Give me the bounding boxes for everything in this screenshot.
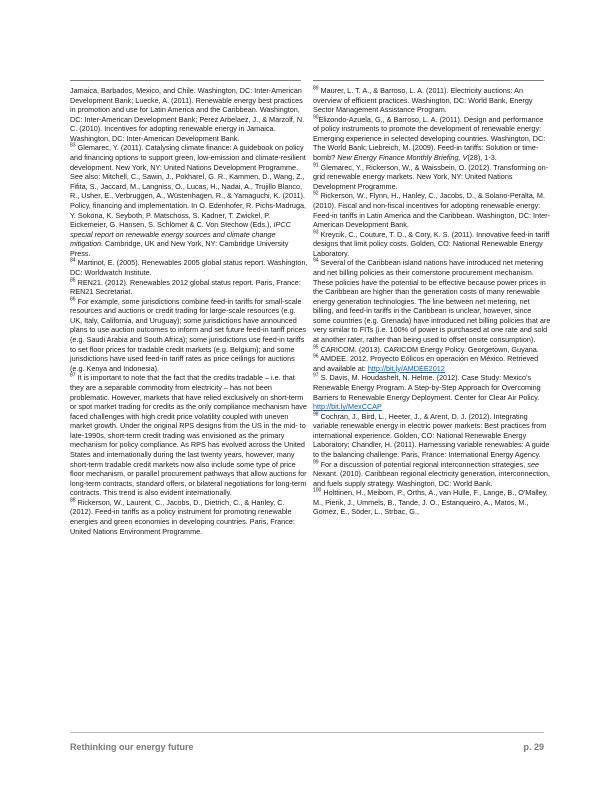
footnote-88: $^{88}$ Rickerson, W., Laurent, C., Jacobs, D., Dietrich, C., & Hanley, C. (2012). Feed-in tariffs as a policy instrument for promoting renewable energies and green economies in developing countries. Paris, France: United Nations Environment Programme. [70, 497, 295, 536]
mexccap-link[interactable]: http://bit.ly/MexCCAP [313, 402, 382, 412]
footnote-93: $^{93}$ Kreycik, C., Couture, T. D., & Cory, K. S. (2011). Innovative feed-in tariff designs that limit policy costs. Golden, CO: National Renewable Energy Laboratory. [313, 229, 550, 258]
footnote-84: $^{84}$ Martinot, E. (2005). Renewables 2005 global status report. Washington, DC: Worldwatch Institute. [70, 258, 308, 277]
footnote-98: $^{98}$ Cochran, J., Bird, L., Heeter, J., & Arent, D. J. (2012). Integrating variable renewable energy in electric power markets: Best practices from international experience. Golden, CO: National Renewable Energy Laboratory; Chandler, H. (2011). Harnessing variable renewables: A guide to the balancing challenge. Paris, France: International Energy Agency. [313, 411, 550, 459]
left-footnote-column [70, 86, 308, 536]
footnote-99: $^{99}$ For a discussion of potential regional interconnection strategies, see Nexant. (2010). Caribbean regional electricity generation, interconnection, and fuels supply strategy. Washington, DC: World Bank. [313, 459, 550, 488]
page-number: p. 29 [523, 742, 544, 752]
left-column-top-rule [70, 80, 301, 81]
amdee-link[interactable]: http://bit.ly/AMDEE2012 [367, 363, 445, 373]
footnote-94: $^{94}$ Several of the Caribbean island nations have introduced net metering and net billing policies as their cornerstone procurement mechanism. These policies have the potential to be effective because power prices in the Caribbean are higher than the generation costs of many renewable energy generation technologies. The line between net metering, net billing, and feed-in tariffs in the Caribbean is unclear, however, since some countries (e.g. Grenada) have introduced net billing policies that are very similar to FITs (i.e. 100% of power is purchased at one rate and sold at another rater, rather than being used to offset onsite consumption). [313, 258, 551, 345]
footnote-85: $^{85}$ REN21. (2012). Renewables 2012 global status report. Paris, France: REN21 Secretariat. [70, 277, 301, 297]
footnote-95: $^{95}$ CARICOM. (2013). CARICOM Energy Policy. Georgetown, Guyana. [313, 344, 539, 354]
footnote-83: $^{83}$ Glemarec, Y. (2011). Catalysing climate finance: A guidebook on policy and financing options to support green, low-emission and climate-resilient development. New York, NY: United Nations Development Programme. See also: Mitchell, C., Sawin, J., Pokharel, G. R., Kammen, D., Wang, Z., Fifita, S., Jaccard, M., Langniss, O., Lucas, H., Nadai, A., Trujillo Blanco, R., Usher, E., Verbruggen, A., Wüstenhagen, R., & Yamaguchi, K. (2011). Policy, financing and implementation. In O. Edenhofer, R. Pichs-Madruga, Y. Sokona, K. Seyboth, P. Matschoss, S. Kadner, T. Zwickel, P. Eickemeier, G. Hansen, S. Schlömer & C. Von Stechow (Eds.), IPCC special report on renewable energy sources and climate change mitigation. Cambridge, UK and New York, NY: Cambridge University Press. [70, 143, 307, 258]
footnote-92: $^{92}$ Rickerson, W., Flynn, H., Hanley, C., Jacobs, D., & Solano-Peralta, M. (2010). Fiscal and non-fiscal incentives for adopting renewable energy: Feed-in tariffs in Latin America and the Caribbean. Washington, DC: Inter-American Development Bank. [313, 190, 550, 230]
footer-title: Rethinking our energy future [70, 742, 194, 752]
right-footnote-column [313, 86, 551, 517]
footer-rule [70, 732, 544, 733]
footnote-continuation: Jamaica, Barbados, Mexico, and Chile. Washington, DC: Inter-American Development Bank; Luecke, A. (2011). Renewable energy best practices in promotion and use for Latin America and the Caribbean. Washington, DC: Inter-American Development Bank; Perez Arbelaez, J., & Marzolf, N. C. (2010). Incentives for adopting renewable energy in Jamaica. Washington, DC: Inter-American Development Bank. [70, 86, 305, 143]
footnote-100: $^{100}$ Holttinen, H., Meibom, P., Orths, A., van Hulle, F., Lange, B., O'Malley, M., Pierik, J., Ummels, B., Tande, J. O., Estanqueiro, A., Matos, M., Gomez, E., Söder, L., Strbac, G., [313, 487, 548, 517]
footnote-90: $^{90}$Elizondo-Azuela, G., & Barroso, L. A. (2011). Design and performance of policy instruments to promote the development of renewable energy: Emerging experience in selected developing countries. Washington, DC: The World Bank; Liebreich, M. (2009). Feed-in tariffs: Solution or time-bomb? New Energy Finance Monthly Briefing, V(28), 1-3. [313, 114, 546, 163]
footnote-91: $^{91}$ Glemarec, Y., Rickerson, W., & Waissbein, O. (2012). Transforming on-grid renewable energy markets. New York, NY: United Nations Development Programme. [313, 162, 549, 191]
footnote-96: $^{96}$ AMDEE. 2012. Proyecto Eólicos en operación en México. Retrieved and available at: http://bit.ly/AMDEE2012 [313, 353, 539, 373]
footnote-86: $^{86}$ For example, some jurisdictions combine feed-in tariffs for small-scale resources and auctions or credit trading for large-scale resources (e.g. UK, Italy, California, and Uruguay); some jurisdictions have announced plans to use auction outcomes to inform and set future feed-in tariff prices (e.g. Saudi Arabia and South Africa); some jurisdictions use feed-in tariffs to set floor prices for tradable credit markets (e.g. Belgium); and some jurisdictions have used feed-in tariff rates as price ceilings for auctions (e.g. Kenya and Indonesia). [70, 296, 307, 373]
footnote-89: $^{89}$ Maurer, L. T. A., & Barroso, L. A. (2011). Electricity auctions: An overview of efficient practices. Washington, DC: World Bank, Energy Sector Management Assistance Program. [313, 85, 533, 115]
right-column-top-rule [313, 80, 544, 81]
footnote-87: $^{87}$ It is important to note that the fact that the credits tradable – i.e. that they are a separable commodity from electricity – has not been problematic. However, markets that have relied exclusively on short-term or spot market trading for credits as the only compliance mechanism have faced challenges with high credit price volatility coupled with uneven market growth. Under the original RPS designs from the US in the mid- to late-1990s, short-term credit trading was envisioned as the primary mechanism for policy compliance. As RPS has evolved across the United States and internationally during the last twenty years, however, many short-term tradable credit markets now also include some type of price floor mechanism, or parallel procurement pathways that allow auctions for long-term contracts, standard offers, or bilateral negotiations for long-term contracts. This trend is also evident internationally. [70, 372, 307, 498]
footnote-97: $^{97}$ S. Davis, M. Houdashelt, N. Helme. (2012). Case Study: Mexico's Renewable Energy Program. A Step-by-Step Approach for Overcoming Barriers to Renewable Energy Deployment. Center for Clear Air Policy. http://bit.ly/MexCCAP [313, 372, 541, 412]
